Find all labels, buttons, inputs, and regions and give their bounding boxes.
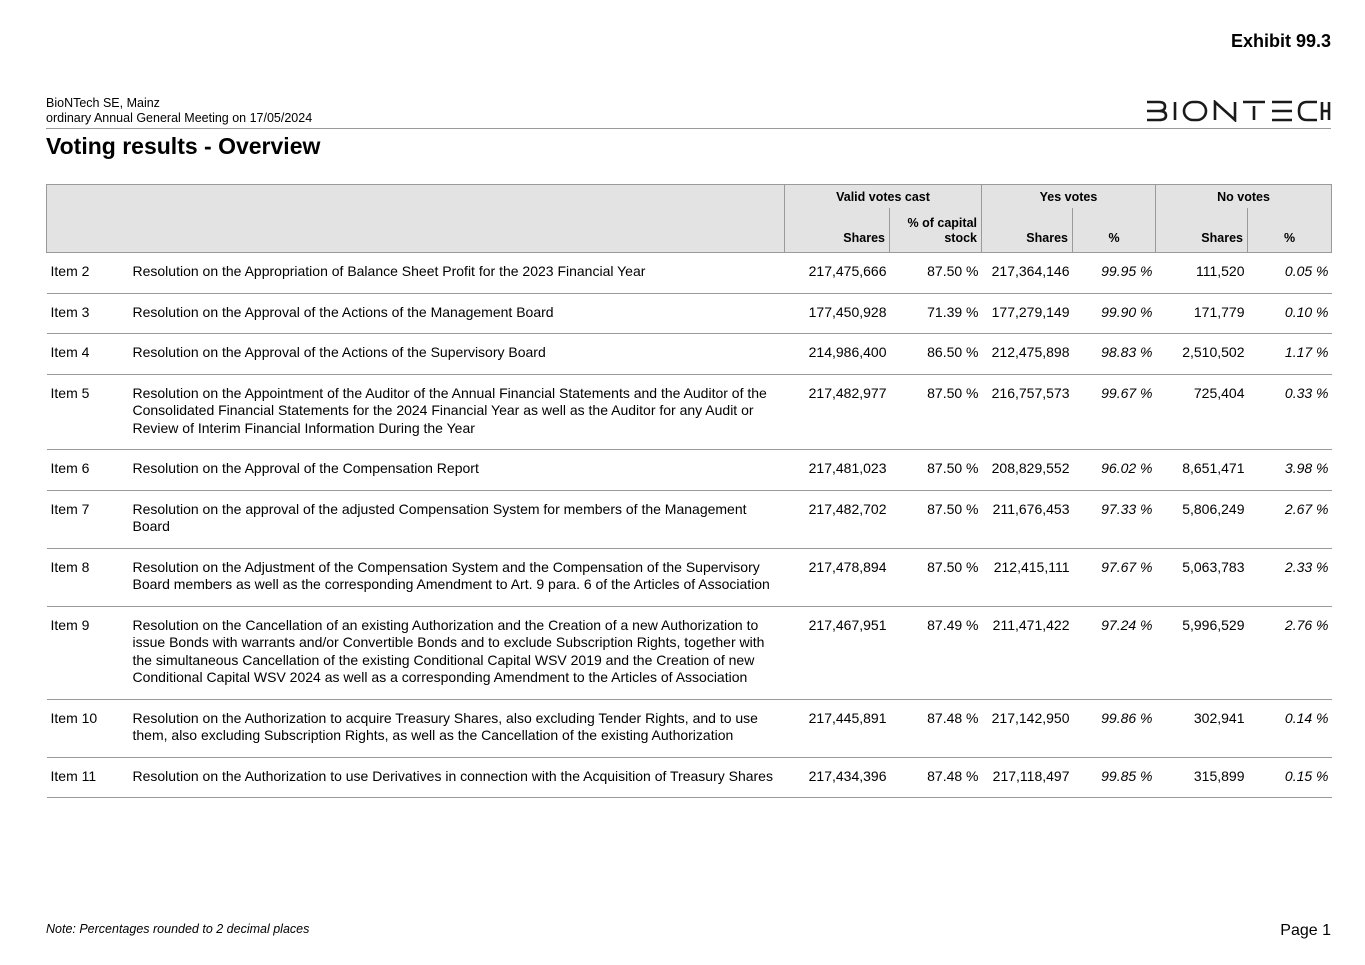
row-valid-pct: 86.50 % — [890, 334, 982, 375]
row-yes-pct: 99.85 % — [1073, 757, 1156, 798]
row-description: Resolution on the approval of the adjusted Compensation System for members of the Management Board — [129, 490, 785, 548]
row-yes-pct: 97.67 % — [1073, 548, 1156, 606]
row-valid-pct: 87.48 % — [890, 757, 982, 798]
row-yes-pct: 99.90 % — [1073, 293, 1156, 334]
row-valid-shares: 217,482,977 — [785, 374, 890, 450]
row-item: Item 4 — [47, 334, 129, 375]
row-no-pct: 1.17 % — [1248, 334, 1332, 375]
row-no-shares: 5,063,783 — [1156, 548, 1248, 606]
row-description: Resolution on the Appropriation of Balance Sheet Profit for the 2023 Financial Year — [129, 253, 785, 294]
header-divider — [46, 128, 1331, 129]
page-number: Page 1 — [1280, 922, 1331, 939]
row-valid-pct: 87.50 % — [890, 450, 982, 491]
footnote: Note: Percentages rounded to 2 decimal places — [46, 922, 310, 936]
row-valid-shares: 217,481,023 — [785, 450, 890, 491]
row-description: Resolution on the Approval of the Actions of the Management Board — [129, 293, 785, 334]
row-item: Item 10 — [47, 699, 129, 757]
table-row — [47, 334, 1332, 375]
header-no-shares: Shares — [1156, 208, 1248, 253]
row-item: Item 8 — [47, 548, 129, 606]
row-no-pct: 3.98 % — [1248, 450, 1332, 491]
header-no-pct: % — [1248, 208, 1332, 253]
row-no-pct: 0.33 % — [1248, 374, 1332, 450]
row-valid-shares: 217,478,894 — [785, 548, 890, 606]
row-valid-shares: 177,450,928 — [785, 293, 890, 334]
row-valid-pct: 87.49 % — [890, 606, 982, 699]
row-description: Resolution on the Approval of the Actions of the Supervisory Board — [129, 334, 785, 375]
table-row — [47, 293, 1332, 334]
biontech-logo — [1145, 100, 1331, 127]
header-blank — [47, 185, 785, 253]
row-yes-shares: 212,475,898 — [982, 334, 1073, 375]
row-no-shares: 2,510,502 — [1156, 334, 1248, 375]
voting-results-table — [46, 184, 1332, 798]
table-row — [47, 757, 1332, 798]
row-item: Item 3 — [47, 293, 129, 334]
row-yes-shares: 217,142,950 — [982, 699, 1073, 757]
row-valid-shares: 217,445,891 — [785, 699, 890, 757]
row-description: Resolution on the Authorization to acquire Treasury Shares, also excluding Tender Rights, and to use them, also excluding Subscription Rights, as well as the Cancellation of the existing Authorization — [129, 699, 785, 757]
row-no-pct: 0.05 % — [1248, 253, 1332, 294]
row-valid-pct: 71.39 % — [890, 293, 982, 334]
table-row — [47, 450, 1332, 491]
company-info — [46, 96, 312, 126]
row-no-pct: 2.33 % — [1248, 548, 1332, 606]
table-row — [47, 548, 1332, 606]
row-description: Resolution on the Cancellation of an existing Authorization and the Creation of a new Authorization to issue Bonds with warrants and/or Convertible Bonds and to exclude Subscription Rights, together with the simultaneous Cancellation of the existing Conditional Capital WSV 2019 and the Creation of new Conditional Capital WSV 2024 as well as a corresponding Amendment to the Articles of Association — [129, 606, 785, 699]
row-valid-pct: 87.50 % — [890, 548, 982, 606]
row-no-shares: 302,941 — [1156, 699, 1248, 757]
row-no-shares: 171,779 — [1156, 293, 1248, 334]
row-yes-pct: 99.95 % — [1073, 253, 1156, 294]
row-yes-pct: 97.33 % — [1073, 490, 1156, 548]
row-valid-shares: 217,475,666 — [785, 253, 890, 294]
row-no-shares: 111,520 — [1156, 253, 1248, 294]
header-yes-pct: % — [1073, 208, 1156, 253]
row-yes-shares: 217,364,146 — [982, 253, 1073, 294]
row-item: Item 11 — [47, 757, 129, 798]
row-valid-pct: 87.50 % — [890, 490, 982, 548]
row-description: Resolution on the Appointment of the Auditor of the Annual Financial Statements and the Auditor of the Consolidated Financial Statements for the 2024 Financial Year as well as the Auditor for any Audit or Review of Interim Financial Information During the Year — [129, 374, 785, 450]
row-no-pct: 2.76 % — [1248, 606, 1332, 699]
row-yes-shares: 208,829,552 — [982, 450, 1073, 491]
row-item: Item 6 — [47, 450, 129, 491]
row-valid-pct: 87.50 % — [890, 253, 982, 294]
table-row — [47, 374, 1332, 450]
table-row — [47, 606, 1332, 699]
header-valid-shares: Shares — [785, 208, 890, 253]
row-yes-shares: 216,757,573 — [982, 374, 1073, 450]
row-valid-pct: 87.50 % — [890, 374, 982, 450]
row-description: Resolution on the Adjustment of the Compensation System and the Compensation of the Supervisory Board members as well as the corresponding Amendment to Art. 9 para. 6 of the Articles of Association — [129, 548, 785, 606]
row-no-shares: 5,806,249 — [1156, 490, 1248, 548]
meeting-info: ordinary Annual General Meeting on 17/05/2024 — [46, 111, 313, 125]
header-valid-pct: % of capital stock — [890, 208, 982, 253]
row-yes-pct: 98.83 % — [1073, 334, 1156, 375]
header-valid-votes: Valid votes cast — [785, 185, 982, 209]
table-row — [47, 490, 1332, 548]
row-yes-shares: 177,279,149 — [982, 293, 1073, 334]
row-no-shares: 315,899 — [1156, 757, 1248, 798]
company-name: BioNTech SE, Mainz — [46, 96, 160, 110]
table-row — [47, 699, 1332, 757]
row-description: Resolution on the Authorization to use Derivatives in connection with the Acquisition of Treasury Shares — [129, 757, 785, 798]
exhibit-label: Exhibit 99.3 — [1230, 31, 1331, 51]
row-no-shares: 5,996,529 — [1156, 606, 1248, 699]
header-yes-shares: Shares — [982, 208, 1073, 253]
row-valid-shares: 217,434,396 — [785, 757, 890, 798]
row-item: Item 7 — [47, 490, 129, 548]
table-row — [47, 253, 1332, 294]
row-item: Item 9 — [47, 606, 129, 699]
row-valid-shares: 217,482,702 — [785, 490, 890, 548]
row-yes-shares: 217,118,497 — [982, 757, 1073, 798]
row-no-pct: 0.14 % — [1248, 699, 1332, 757]
row-yes-pct: 97.24 % — [1073, 606, 1156, 699]
row-no-pct: 0.10 % — [1248, 293, 1332, 334]
row-yes-shares: 211,676,453 — [982, 490, 1073, 548]
page-title: Voting results - Overview — [46, 133, 321, 159]
row-valid-shares: 214,986,400 — [785, 334, 890, 375]
row-item: Item 5 — [47, 374, 129, 450]
row-yes-pct: 99.67 % — [1073, 374, 1156, 450]
row-no-shares: 8,651,471 — [1156, 450, 1248, 491]
row-yes-pct: 99.86 % — [1073, 699, 1156, 757]
header-no-votes: No votes — [1156, 185, 1332, 209]
row-no-pct: 0.15 % — [1248, 757, 1332, 798]
row-item: Item 2 — [47, 253, 129, 294]
row-yes-shares: 211,471,422 — [982, 606, 1073, 699]
row-valid-pct: 87.48 % — [890, 699, 982, 757]
header-yes-votes: Yes votes — [982, 185, 1156, 209]
row-valid-shares: 217,467,951 — [785, 606, 890, 699]
row-no-shares: 725,404 — [1156, 374, 1248, 450]
row-no-pct: 2.67 % — [1248, 490, 1332, 548]
row-description: Resolution on the Approval of the Compensation Report — [129, 450, 785, 491]
row-yes-shares: 212,415,111 — [982, 548, 1073, 606]
row-yes-pct: 96.02 % — [1073, 450, 1156, 491]
